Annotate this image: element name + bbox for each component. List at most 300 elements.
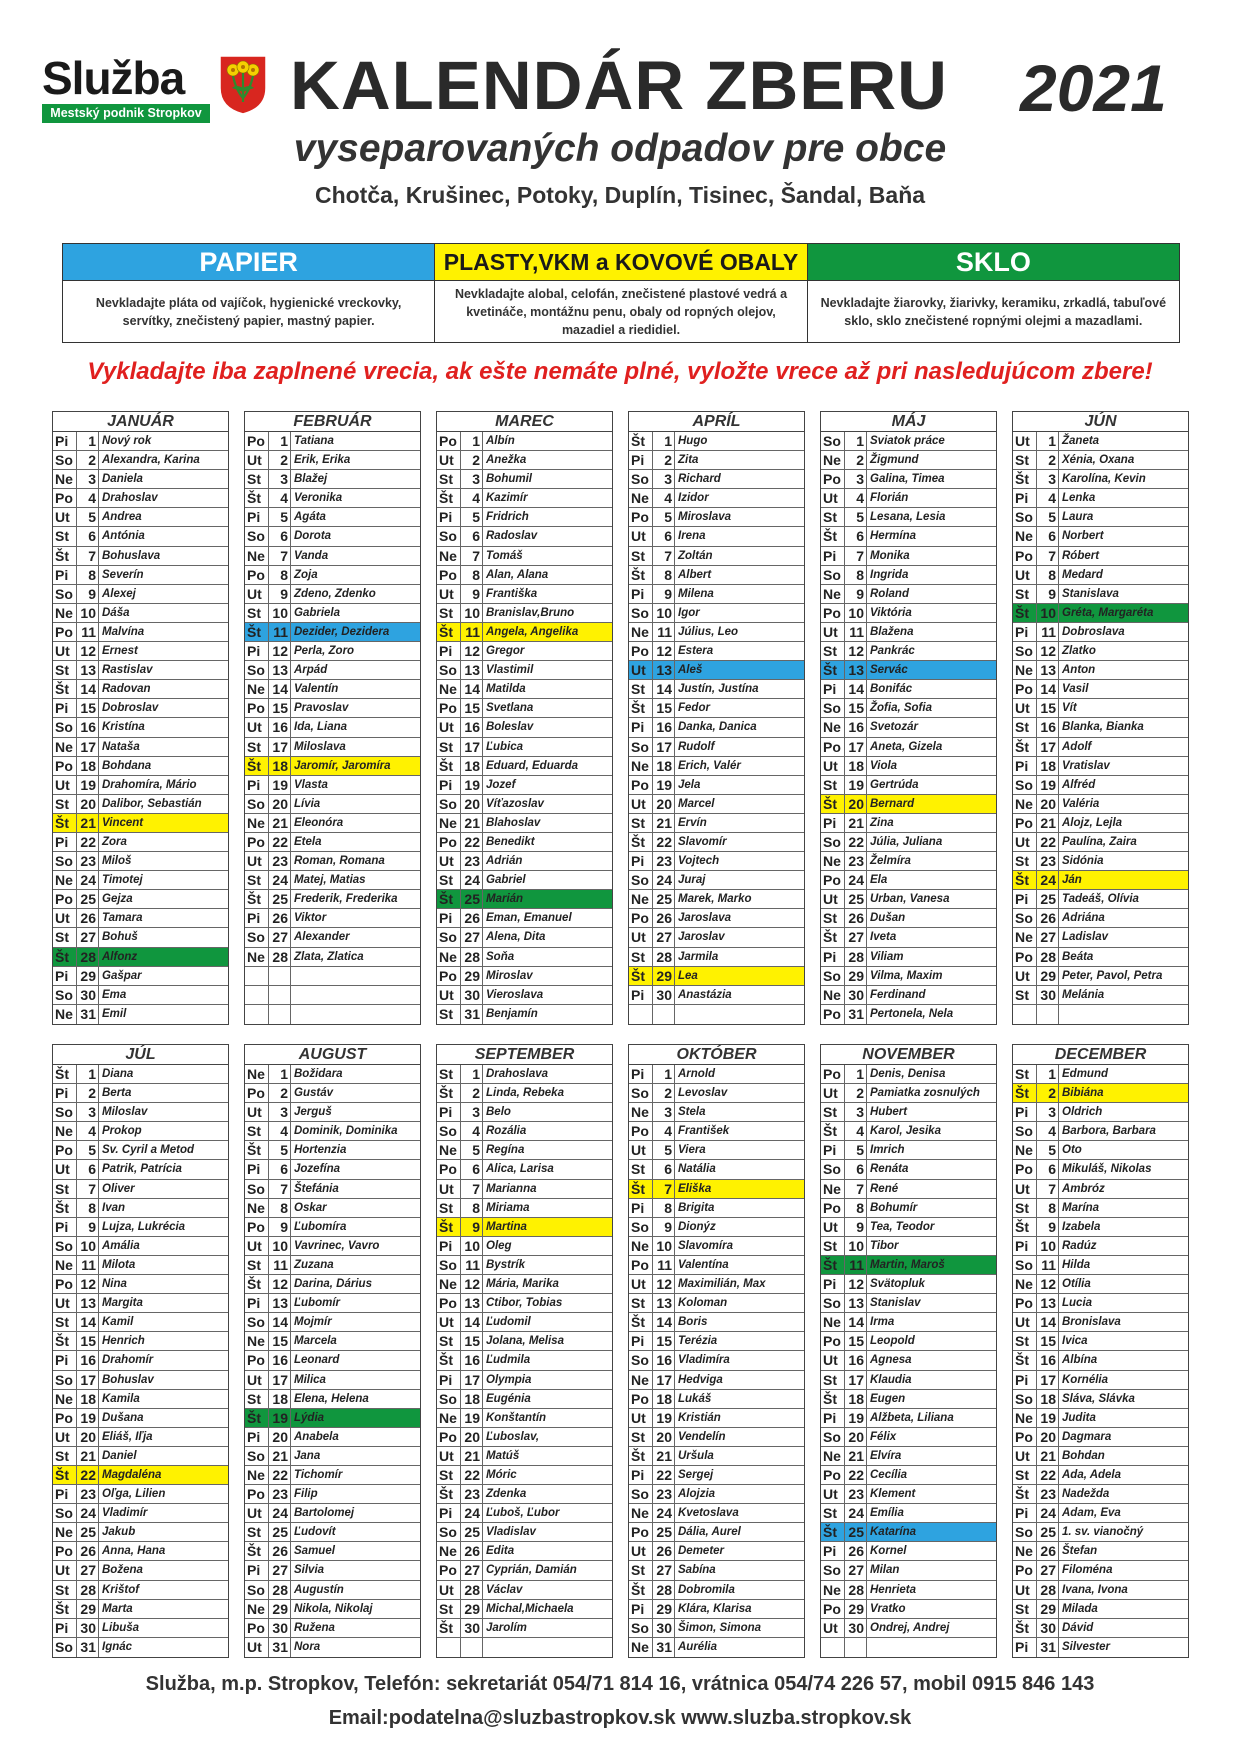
name-day: Elvíra (870, 1449, 902, 1462)
day-row (437, 1218, 612, 1237)
weekday: Po (821, 1600, 845, 1618)
name-day: Vratko (870, 1602, 906, 1615)
day-number: 19 (845, 776, 867, 794)
name-day: Karolína, Kevin (1062, 473, 1146, 486)
weekday: St (245, 738, 269, 756)
weekday: Pi (821, 1542, 845, 1560)
name-day: Gašpar (102, 969, 142, 982)
day-row (437, 661, 612, 680)
weekday: St (821, 1504, 845, 1522)
name-day: Rozália (486, 1125, 527, 1138)
day-row (629, 814, 804, 833)
category-plastic-text: Nevkladajte alobal, celofán, znečistené plastové vedrá a kvetináče, montážnu penu, obaly od ropných olejov, mazadiel a riedidiel. (454, 286, 788, 337)
day-row (1013, 718, 1188, 737)
weekday: Ut (821, 1351, 845, 1369)
name-day: Alfréd (1062, 778, 1096, 791)
weekday: Ne (245, 1600, 269, 1618)
day-number: 3 (269, 470, 291, 488)
day-row (53, 833, 228, 852)
day-number: 1 (461, 1065, 483, 1083)
day-number: 27 (77, 1561, 99, 1579)
name-day (675, 1005, 804, 1024)
weekday: Ne (821, 718, 845, 736)
name-day: Kristián (678, 1411, 721, 1424)
day-number: 17 (77, 738, 99, 756)
weekday: So (1013, 1122, 1037, 1140)
day-row (1013, 871, 1188, 890)
weekday: Pi (245, 1428, 269, 1446)
name-day: Eliška (678, 1182, 712, 1195)
day-row (821, 1218, 996, 1237)
weekday: Pi (821, 1275, 845, 1293)
day-number: 16 (77, 718, 99, 736)
day-number: 20 (461, 1428, 483, 1446)
day-row (629, 1180, 804, 1199)
weekday: Ut (437, 1313, 461, 1331)
name-day: Irma (870, 1316, 895, 1329)
day-number: 5 (845, 1141, 867, 1159)
weekday: St (53, 661, 77, 679)
weekday: So (245, 1447, 269, 1465)
month-2 (244, 411, 421, 1025)
day-row (53, 1523, 228, 1542)
day-row (1013, 451, 1188, 470)
day-number: 10 (77, 1237, 99, 1255)
name-day: Elena, Helena (294, 1392, 369, 1405)
weekday: Ne (245, 1065, 269, 1083)
day-number: 20 (653, 1428, 675, 1446)
day-number: 22 (1037, 833, 1059, 851)
name-day: Albert (678, 568, 712, 581)
day-row (1013, 890, 1188, 909)
weekday: Pi (53, 1218, 77, 1236)
day-row (1013, 1390, 1188, 1409)
name-day: Vlasta (294, 778, 328, 791)
name-day: Roman, Romana (294, 855, 385, 868)
day-number: 13 (653, 1294, 675, 1312)
weekday: Po (437, 833, 461, 851)
name-day: Branislav,Bruno (486, 606, 575, 619)
day-row (437, 1237, 612, 1256)
name-day: Šimon, Simona (678, 1621, 762, 1634)
name-day: Laura (1062, 511, 1094, 524)
day-row (53, 1160, 228, 1179)
weekday: So (437, 795, 461, 813)
weekday: Ne (53, 871, 77, 889)
day-row (821, 470, 996, 489)
weekday: Ut (437, 1581, 461, 1599)
day-number: 13 (269, 661, 291, 679)
day-number: 8 (269, 566, 291, 584)
name-day: Roland (870, 587, 909, 600)
weekday: Ne (1013, 1141, 1037, 1159)
name-day: Judita (1062, 1411, 1096, 1424)
day-number: 20 (269, 1428, 291, 1446)
weekday: So (53, 585, 77, 603)
weekday: Pi (821, 1141, 845, 1159)
day-number: 15 (461, 1332, 483, 1350)
name-day: Monika (870, 549, 910, 562)
day-number: 7 (77, 1180, 99, 1198)
day-number: 19 (653, 1409, 675, 1427)
weekday: Ut (437, 585, 461, 603)
weekday: Pi (629, 718, 653, 736)
name-day: Tamara (102, 912, 143, 925)
weekday: Št (1013, 738, 1037, 756)
month-3 (436, 411, 613, 1025)
name-day: Andrea (102, 511, 142, 524)
name-day: Xénia, Oxana (1062, 454, 1135, 467)
name-day: Peter, Pavol, Petra (1062, 969, 1163, 982)
day-row (245, 1638, 420, 1657)
weekday: Ut (53, 1294, 77, 1312)
day-row (1013, 1294, 1188, 1313)
day-row (1013, 1237, 1188, 1256)
day-number: 20 (845, 1428, 867, 1446)
day-number: 8 (77, 1199, 99, 1217)
weekday: Ne (821, 1313, 845, 1331)
weekday: Ut (53, 1561, 77, 1579)
name-day: Marianna (486, 1182, 537, 1195)
day-row (437, 527, 612, 546)
name-day: Bohuslav (102, 1373, 154, 1386)
day-number: 9 (77, 585, 99, 603)
day-number: 21 (1037, 814, 1059, 832)
day-number: 18 (845, 1390, 867, 1408)
name-day: Kornélia (1062, 1373, 1109, 1386)
weekday: So (437, 1390, 461, 1408)
weekday: So (821, 699, 845, 717)
day-number: 18 (845, 757, 867, 775)
day-row (629, 738, 804, 757)
name-day: Angela, Angelika (486, 625, 579, 638)
name-day: Drahomíra, Mário (102, 778, 197, 791)
day-row (245, 680, 420, 699)
day-row (245, 470, 420, 489)
day-row (245, 967, 420, 986)
day-row (437, 1084, 612, 1103)
day-number: 4 (77, 1122, 99, 1140)
weekday: Po (437, 1428, 461, 1446)
day-row (53, 776, 228, 795)
day-number: 4 (269, 489, 291, 507)
name-day: Vladimír (102, 1507, 148, 1520)
weekday: So (53, 986, 77, 1004)
name-day: Patrik, Patrícia (102, 1163, 182, 1176)
day-number: 26 (653, 909, 675, 927)
weekday: Št (53, 1466, 77, 1484)
day-number: 16 (269, 1351, 291, 1369)
day-number: 24 (77, 871, 99, 889)
day-row (629, 776, 804, 795)
name-day: Jana (294, 1449, 321, 1462)
name-day: Milica (294, 1373, 326, 1386)
day-row (245, 757, 420, 776)
name-day: Žofia, Sofia (870, 702, 932, 715)
weekday: Ut (245, 852, 269, 870)
day-row (437, 470, 612, 489)
name-day: Miloš (102, 855, 132, 868)
name-day: Zlatko (1062, 645, 1096, 658)
day-row (53, 1084, 228, 1103)
day-number: 10 (653, 1237, 675, 1255)
day-number: 25 (269, 890, 291, 908)
name-day: Ferdinand (870, 988, 926, 1001)
name-day: Adam, Eva (1062, 1507, 1121, 1520)
weekday: So (53, 1371, 77, 1389)
day-row (245, 489, 420, 508)
day-number: 28 (269, 948, 291, 966)
name-day: Alexander (294, 931, 350, 944)
weekday: St (1013, 718, 1037, 736)
day-number: 15 (845, 699, 867, 717)
day-number (653, 1005, 675, 1024)
weekday: Ne (245, 1332, 269, 1350)
day-row (821, 795, 996, 814)
name-day: Zoja (294, 568, 318, 581)
day-row (53, 814, 228, 833)
day-number: 12 (653, 1275, 675, 1293)
weekday: Ne (437, 547, 461, 565)
day-row (245, 1466, 420, 1485)
weekday: Ut (437, 1447, 461, 1465)
name-day: Gejza (102, 893, 133, 906)
category-glass-label: SKLO (808, 244, 1179, 281)
day-row (629, 1237, 804, 1256)
name-day: Perla, Zoro (294, 645, 355, 658)
name-day: Jakub (102, 1526, 136, 1539)
weekday: Pi (629, 1332, 653, 1350)
name-day: Zlata, Zlatica (294, 950, 364, 963)
day-row (821, 1084, 996, 1103)
day-row (245, 642, 420, 661)
day-row (53, 1141, 228, 1160)
weekday: Po (245, 432, 269, 450)
day-row (245, 1523, 420, 1542)
name-day: Ivica (1062, 1335, 1088, 1348)
weekday: St (437, 1199, 461, 1217)
day-number: 10 (653, 604, 675, 622)
day-number: 15 (77, 699, 99, 717)
weekday: So (1013, 642, 1037, 660)
day-number: 15 (1037, 699, 1059, 717)
weekday: Ut (1013, 1447, 1037, 1465)
day-number: 21 (845, 1447, 867, 1465)
day-number: 22 (461, 833, 483, 851)
day-number: 30 (1037, 986, 1059, 1004)
name-day: Bohuš (102, 931, 138, 944)
weekday: St (1013, 585, 1037, 603)
weekday: St (1013, 1065, 1037, 1083)
day-row (821, 776, 996, 795)
weekday: So (53, 718, 77, 736)
name-day: Diana (102, 1068, 134, 1080)
name-day: Drahoslav (102, 492, 158, 505)
day-row (821, 1466, 996, 1485)
weekday: Pi (245, 1561, 269, 1579)
day-row (437, 604, 612, 623)
weekday: Št (245, 890, 269, 908)
day-number: 19 (269, 1409, 291, 1427)
weekday: St (1013, 1199, 1037, 1217)
weekday: Št (1013, 1218, 1037, 1236)
day-row (1013, 1103, 1188, 1122)
day-number: 25 (653, 1523, 675, 1541)
weekday: Ne (629, 623, 653, 641)
day-number: 28 (1037, 948, 1059, 966)
day-row (437, 948, 612, 967)
weekday (437, 1638, 461, 1657)
weekday: Ut (53, 508, 77, 526)
name-day: Michal,Michaela (486, 1602, 574, 1615)
day-number: 30 (1037, 1619, 1059, 1637)
day-row (629, 718, 804, 737)
name-day: Valentína (678, 1258, 729, 1271)
weekday: Pi (245, 508, 269, 526)
name-day: Barbora, Barbara (1062, 1125, 1156, 1138)
weekday: St (1013, 451, 1037, 469)
name-day: Stela (678, 1106, 706, 1119)
day-row (1013, 661, 1188, 680)
name-day: Izabela (1062, 1220, 1101, 1233)
day-number: 11 (653, 623, 675, 641)
day-number: 1 (653, 432, 675, 450)
weekday: Pi (821, 547, 845, 565)
weekday: Ne (53, 1523, 77, 1541)
day-row (1013, 547, 1188, 566)
day-number: 8 (461, 1199, 483, 1217)
day-row (1013, 948, 1188, 967)
day-row (629, 1141, 804, 1160)
day-number: 24 (653, 1504, 675, 1522)
day-row (1013, 1275, 1188, 1294)
weekday: St (629, 948, 653, 966)
weekday: Po (53, 1141, 77, 1159)
day-number: 25 (1037, 890, 1059, 908)
weekday: Št (437, 1485, 461, 1503)
month-1 (52, 411, 229, 1025)
name-day: Juraj (678, 874, 706, 887)
name-day: Dávid (1062, 1621, 1094, 1634)
weekday: So (1013, 1523, 1037, 1541)
day-row (629, 680, 804, 699)
name-day: Darina, Dárius (294, 1278, 372, 1291)
weekday: Po (53, 623, 77, 641)
day-row (1013, 1466, 1188, 1485)
day-row (437, 1561, 612, 1580)
name-day: Ľuboslav, (486, 1430, 540, 1443)
day-number: 4 (845, 489, 867, 507)
name-day: Blanka, Bianka (1062, 721, 1144, 734)
weekday: Št (245, 757, 269, 775)
day-number: 7 (269, 547, 291, 565)
weekday: St (53, 795, 77, 813)
weekday: St (437, 1332, 461, 1350)
weekday: St (821, 642, 845, 660)
villages-list: Chotča, Krušinec, Potoky, Duplín, Tisinec, Šandal, Baňa (314, 182, 926, 208)
day-row (437, 1351, 612, 1370)
day-row (1013, 1065, 1188, 1084)
day-number: 22 (269, 833, 291, 851)
day-number: 16 (77, 1351, 99, 1369)
weekday: Št (629, 432, 653, 450)
day-number: 16 (653, 718, 675, 736)
weekday: Št (53, 1600, 77, 1618)
day-number: 6 (845, 527, 867, 545)
weekday: Ut (629, 1542, 653, 1560)
day-number: 2 (845, 1084, 867, 1102)
weekday: Ne (821, 986, 845, 1004)
name-day: Drahoslava (486, 1068, 549, 1080)
day-row (53, 489, 228, 508)
name-day: Sergej (678, 1468, 714, 1481)
day-row (821, 1005, 996, 1024)
name-day: Bohumír (870, 1201, 918, 1214)
name-day: Božena (102, 1564, 143, 1577)
day-number: 11 (461, 623, 483, 641)
name-day: Félix (870, 1430, 897, 1443)
day-number: 10 (269, 604, 291, 622)
name-day (291, 986, 420, 1004)
day-row (245, 451, 420, 470)
name-day: Štefan (1062, 1545, 1098, 1558)
name-day: Matej, Matias (294, 874, 366, 887)
name-day: Klára, Klarisa (678, 1602, 752, 1615)
day-row (437, 1447, 612, 1466)
weekday: Ut (1013, 1180, 1037, 1198)
day-number: 11 (653, 1256, 675, 1274)
day-row (53, 1103, 228, 1122)
day-row (245, 871, 420, 890)
weekday: Ut (437, 1180, 461, 1198)
weekday: Ne (245, 948, 269, 966)
day-row (53, 699, 228, 718)
weekday: Ne (437, 1409, 461, 1427)
name-day: Ľubica (486, 740, 524, 753)
weekday: St (437, 1600, 461, 1618)
day-row (437, 1466, 612, 1485)
day-row (629, 986, 804, 1005)
name-day: Dominik, Dominika (294, 1125, 398, 1138)
name-day: Adriána (1062, 912, 1105, 925)
weekday: Št (245, 1542, 269, 1560)
day-number: 28 (845, 1581, 867, 1599)
day-number: 26 (77, 1542, 99, 1560)
day-number: 5 (653, 508, 675, 526)
day-number: 24 (653, 871, 675, 889)
weekday (1013, 1005, 1037, 1024)
name-day: Eman, Emanuel (486, 912, 572, 925)
day-row (629, 1600, 804, 1619)
day-row (245, 1390, 420, 1409)
weekday: Ne (53, 738, 77, 756)
day-row (1013, 1447, 1188, 1466)
day-row (1013, 757, 1188, 776)
day-number: 28 (77, 1581, 99, 1599)
day-number: 7 (461, 547, 483, 565)
name-day: Mojmír (294, 1316, 332, 1329)
day-row (53, 1428, 228, 1447)
month-11 (820, 1044, 997, 1658)
name-day: Vasil (1062, 683, 1089, 696)
day-row (53, 432, 228, 451)
weekday: So (245, 928, 269, 946)
weekday: Pi (629, 852, 653, 870)
weekday: Po (437, 566, 461, 584)
weekday: So (629, 871, 653, 889)
day-row (821, 547, 996, 566)
day-number: 12 (269, 1275, 291, 1293)
